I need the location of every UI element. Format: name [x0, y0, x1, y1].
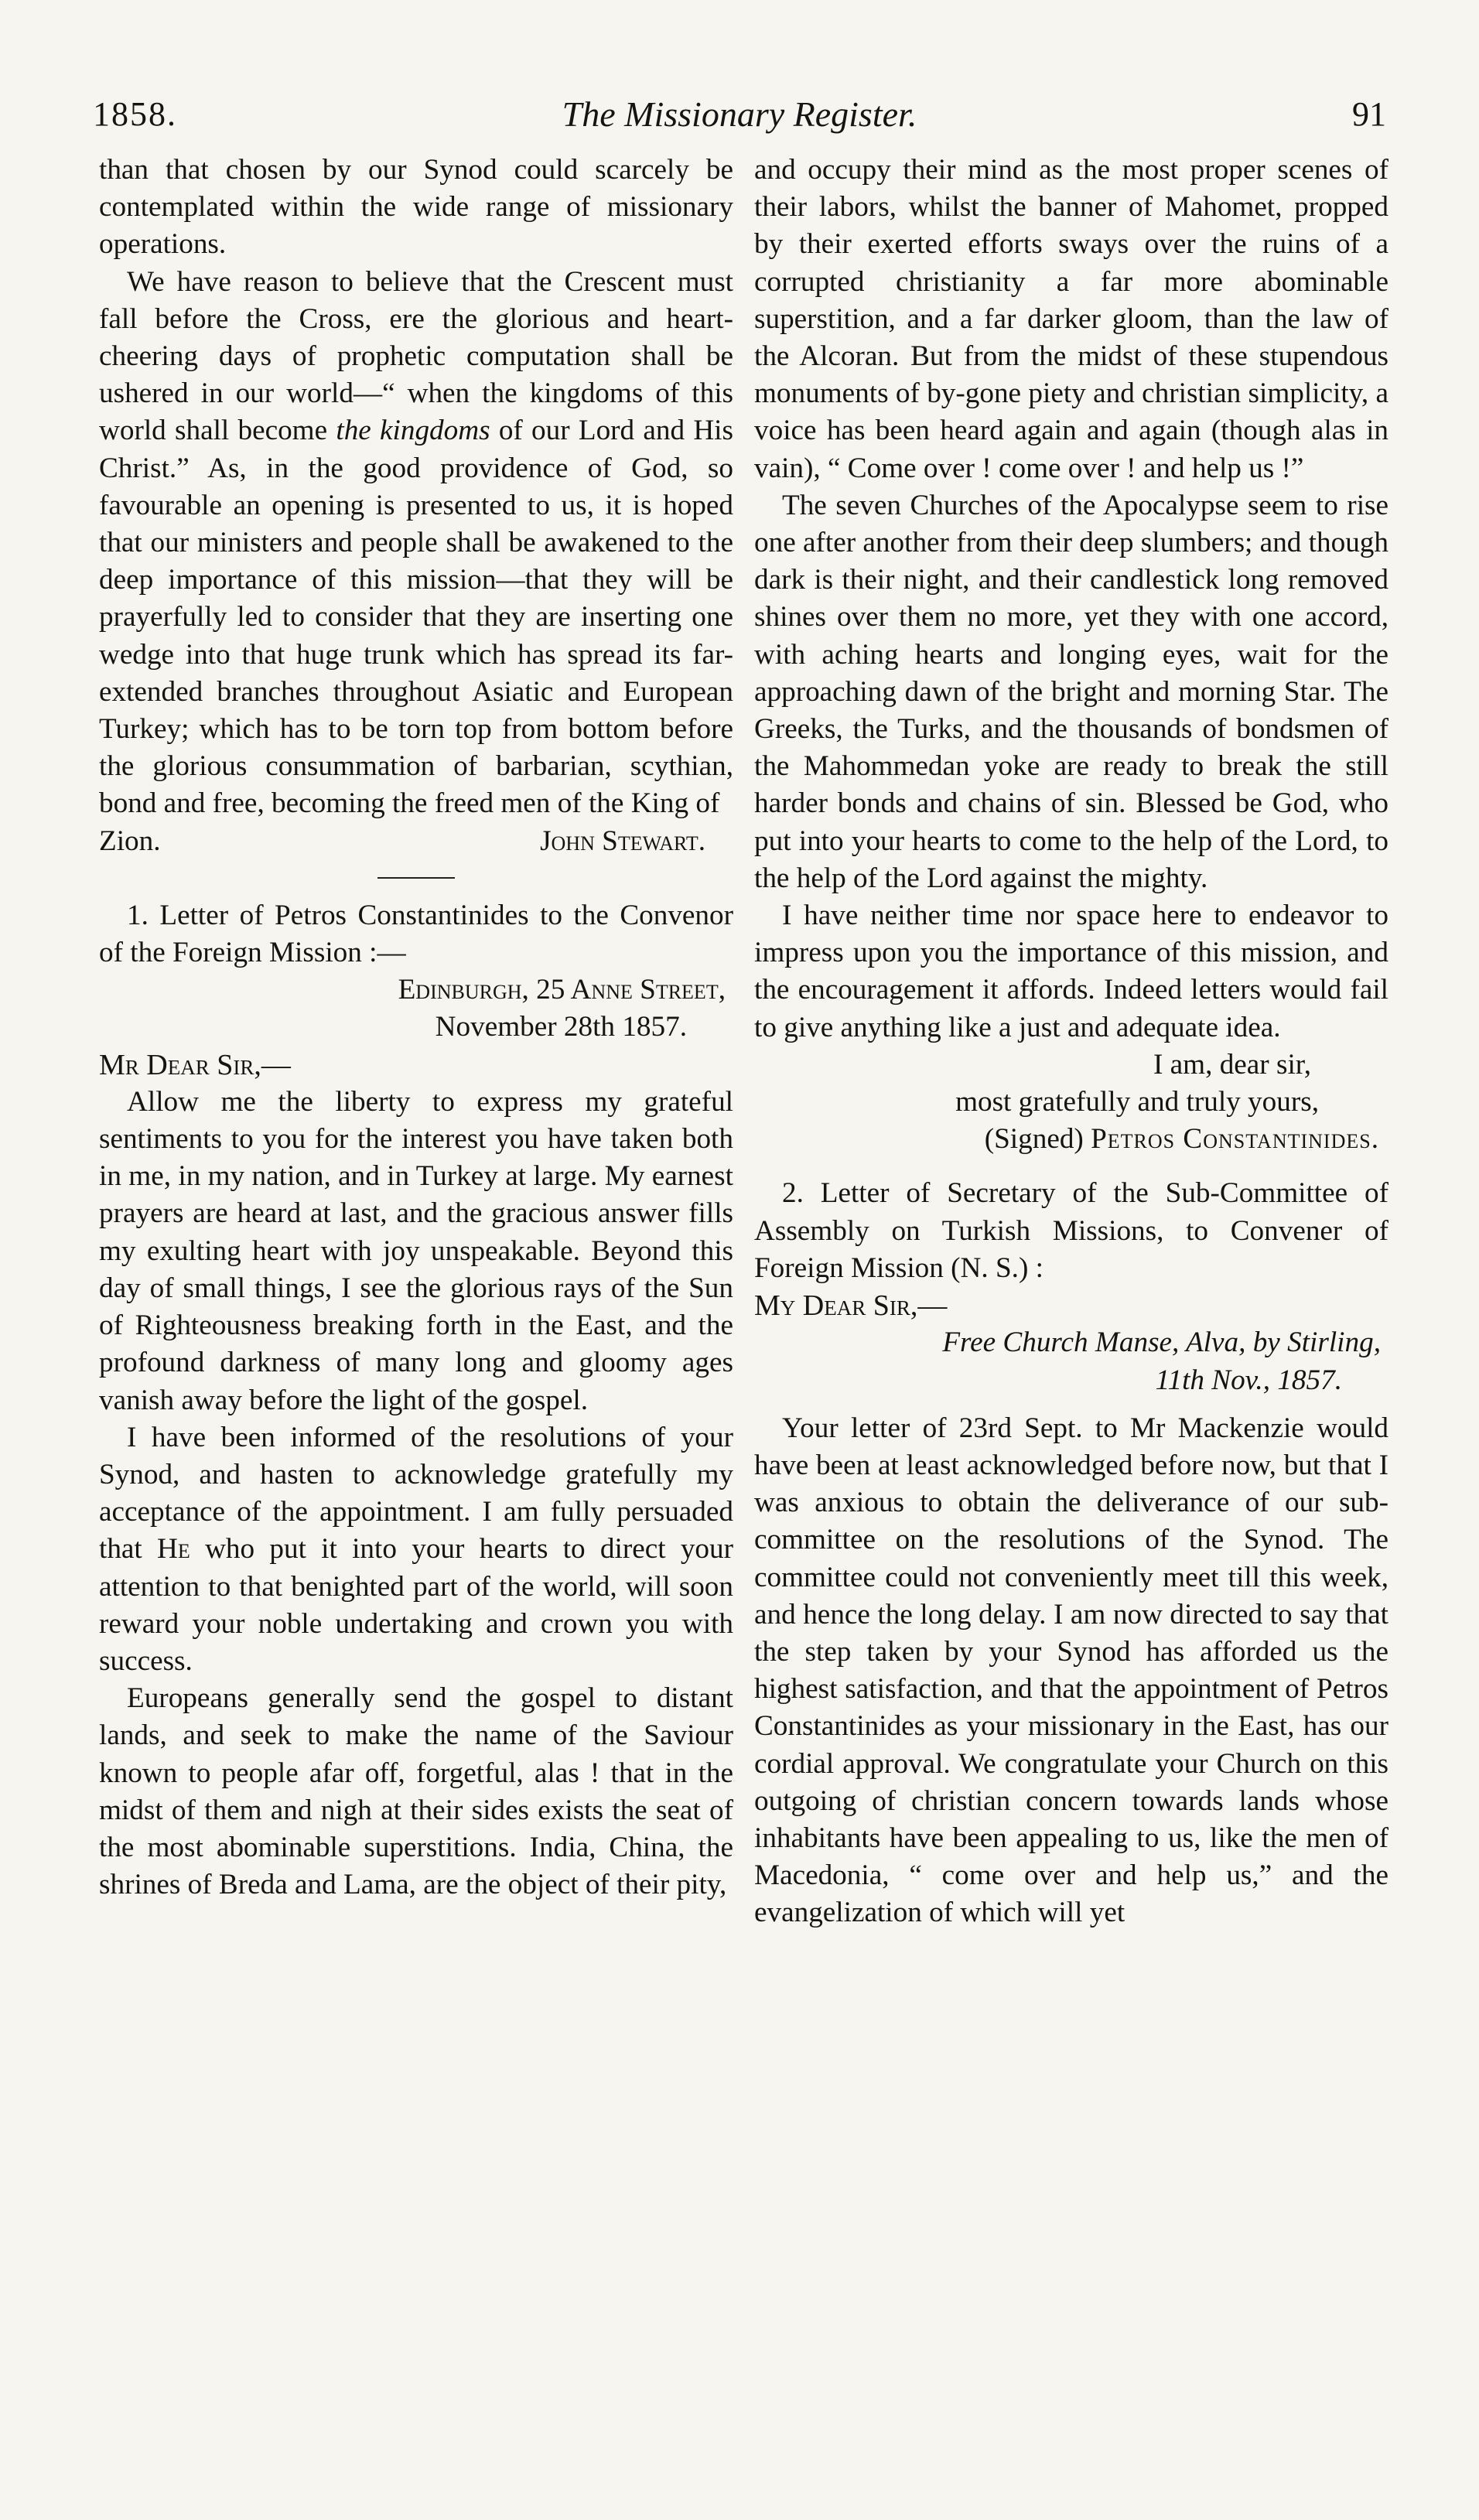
letter-1-date: November 28th 1857.: [435, 1011, 687, 1043]
paragraph-continued: than that chosen by our Synod could scarcely be contemplated within the wide range of missionary operations.: [99, 154, 733, 261]
letter-1-paragraph: Allow me the liberty to express my grateful sentiments to you for the interest you have taken both in me, in my nation, and in Turkey at large. My earnest prayers are heard at last, and the gracious answer fills my exulting heart with joy unspeakable. Beyond this day of small things, I see the glorious rays of the Sun of Righteousness breaking forth in the East, and the profound darkness of many long and gloomy ages vanish away before the light of the gospel.: [99, 1085, 733, 1416]
letter-1-paragraph: I have neither time nor space here to endeavor to impress upon you the importance of this mission, and the encouragement it affords. Indeed letters would fail to give anything like a just and adequate idea.: [754, 900, 1388, 1043]
section-divider: [377, 877, 455, 879]
page-number: 91: [1352, 95, 1386, 133]
paragraph-crescent: [99, 264, 733, 823]
running-head: [93, 91, 1386, 138]
letter-1-address: Edinburgh, 25 Anne Street,: [398, 974, 726, 1006]
letter-1-closing: I am, dear sir,: [1153, 1048, 1311, 1081]
signature-line: [99, 823, 733, 860]
paragraph-text: who put it into your hearts to direct your attention to that benighted part of the world, will soon reward your noble undertaking and crown you with success.: [99, 1533, 734, 1677]
letter-1-paragraph: [99, 1419, 733, 1680]
letter-1-paragraph: The seven Churches of the Apocalypse seem to rise one after another from their deep slumbers; and though dark is their night, and their candlestick long removed shines over them no more, yet they with one accord, with aching hearts and longing eyes, wait for the approaching dawn of the bright and morning Star. The Greeks, the Turks, and the thousands of bondsmen of the Mahommedan yoke are ready to break the still harder bonds and chains of sin. Blessed be God, who put into your hearts to come to the help of the Lord, to the help of the Lord against the mighty.: [754, 489, 1388, 894]
letter-2-salutation: My Dear Sir,—: [754, 1289, 948, 1323]
letter-1-signature: [754, 1121, 1388, 1158]
letter-1-title: 1. Letter of Petros Constantinides to the Convenor of the Foreign Mission :—: [99, 899, 733, 969]
paragraph-text: I have been informed of the resolutions of your Synod, and hasten to acknowledge gratefully my acceptance of the appointment. I am fully persuaded that: [99, 1421, 733, 1566]
letter-2-address: Free Church Manse, Alva, by Stirling,: [942, 1327, 1381, 1359]
letter-2-paragraph: Your letter of 23rd Sept. to Mr Mackenzie would have been at least acknowledged before now, but that I was anxious to obtain the deliverance of our sub-committee on the resolutions of the Synod. The committee could not conveniently meet till this week, and hence the long delay. I am now directed to say that the step taken by your Synod has afforded us the highest satisfaction, and that the appointment of Petros Constantinides as your missionary in the East, has our cordial approval. We congratulate your Church on this outgoing of christian concern towards lands whose inhabitants have been appealing to us, like the men of Macedonia, “ come over and help us,” and the evangelization of which will yet: [754, 1412, 1388, 1929]
italic-phrase: the kingdoms: [336, 415, 490, 447]
paragraph-end: Zion.: [99, 825, 161, 857]
left-column: [99, 152, 733, 1904]
emphasis-he: He: [157, 1533, 190, 1566]
letter-1-salutation: Mr Dear Sir,—: [99, 1048, 291, 1081]
signature-john-stewart: John Stewart.: [540, 825, 705, 857]
paragraph-text: of our Lord and His Christ.” As, in the good providence of God, so favourable an opening is presented to us, it is hoped that our ministers and people shall be awakened to the deep importance of this mission—that they will be prayerfully led to consider that they are inserting one wedge into that huge trunk which has spread its far-extended branches throughout Asiatic and European Turkey; which has to be torn top from bottom before the glorious consummation of barbarian, scythian, bond and free, becoming the freed men of the King of: [99, 415, 733, 820]
letter-1-closing: most gratefully and truly yours,: [955, 1086, 1319, 1118]
signed-label: (Signed): [984, 1123, 1084, 1156]
letter-2-title: 2. Letter of Secretary of the Sub-Committee of Assembly on Turkish Missions, to Convener of Foreign Mission (N. S.) :: [754, 1177, 1388, 1284]
letter-1-paragraph: Europeans generally send the gospel to distant lands, and seek to make the name of the Saviour known to people afar off, forgetful, alas ! that in the midst of them and nigh at their sides exists the seat of the most abominable superstitions. India, China, the shrines of Breda and Lama, are the object of their pity,: [99, 1682, 733, 1901]
letter-2-date: 11th Nov., 1857.: [1155, 1364, 1342, 1396]
letter-1-paragraph: and occupy their mind as the most proper scenes of their labors, whilst the banner of Mahomet, propped by their exerted efforts sways over the ruins of a corrupted christianity a far more abominable superstition, and a far darker gloom, than the law of the Alcoran. But from the midst of these stupendous monuments of by-gone piety and christian simplicity, a voice has been heard again and again (though alas in vain), “ Come over ! come over ! and help us !”: [754, 154, 1388, 484]
spacer: [754, 1158, 1388, 1175]
journal-title: The Missionary Register.: [562, 94, 917, 134]
header-year: 1858.: [93, 95, 177, 133]
signature-petros: Petros Constantinides.: [1091, 1123, 1379, 1156]
paragraph-text: We have reason to believe that the Crescent must fall before the Cross, ere the glorious and heart-cheering days of prophetic computation shall be ushered in our world—“ when the kingdoms of this world shall become: [99, 265, 733, 447]
right-column: [754, 152, 1388, 1932]
